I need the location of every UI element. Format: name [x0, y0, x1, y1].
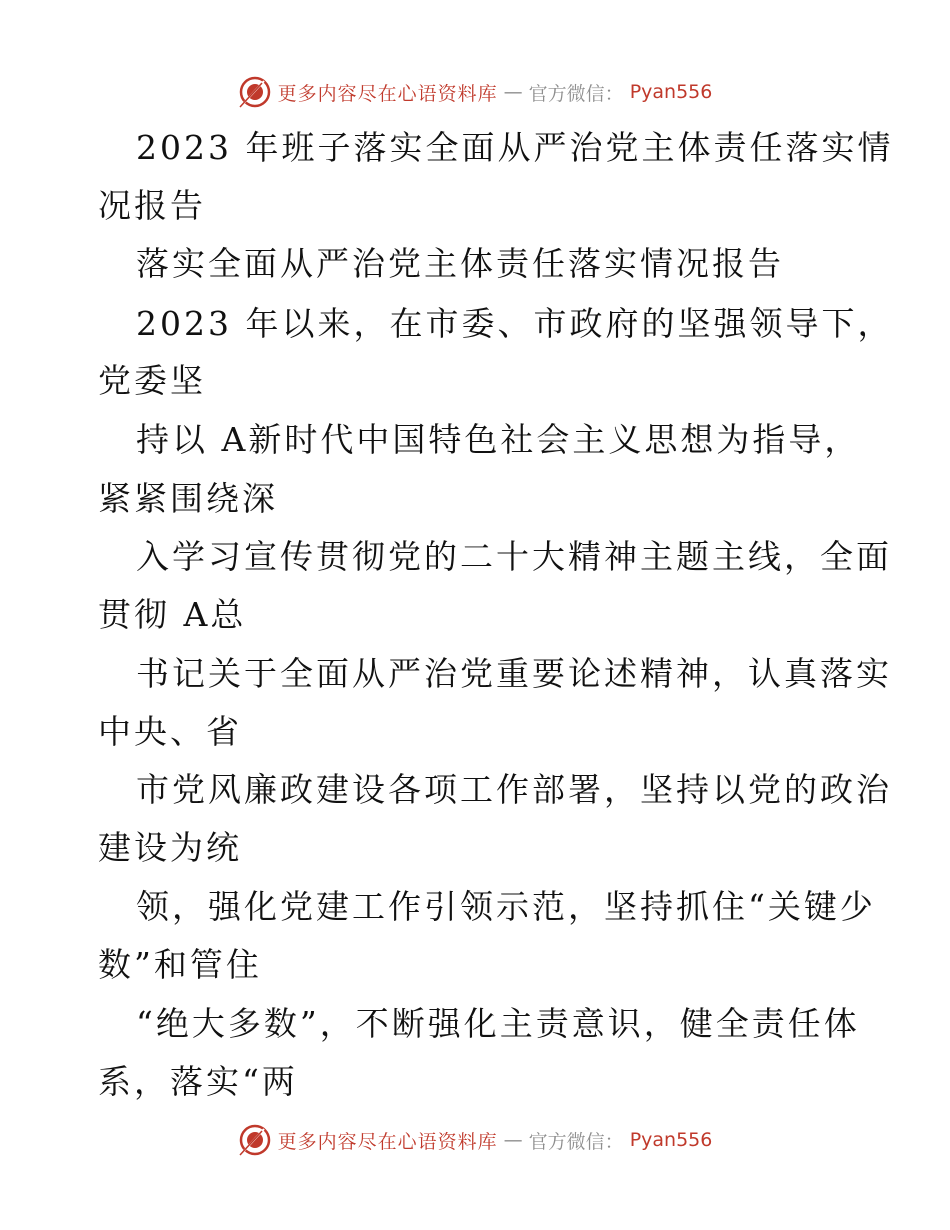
- body-line: 数”和管住: [98, 945, 262, 984]
- body-line: 中央、省: [98, 712, 242, 751]
- banner-separator: —: [503, 81, 523, 103]
- body-line: 贯彻 A总: [98, 595, 247, 634]
- body-line: 况报告: [98, 186, 206, 225]
- body-line: 市党风廉政建设各项工作部署，坚持以党的政治: [136, 770, 892, 809]
- banner-wechat-id: Pyan556: [629, 81, 713, 103]
- banner-title: 更多内容尽在心语资料库: [277, 82, 498, 105]
- body-line: 党委坚: [98, 361, 206, 400]
- banner-title: 更多内容尽在心语资料库: [277, 1130, 498, 1153]
- body-line: 书记关于全面从严治党重要论述精神，认真落实: [136, 654, 892, 693]
- banner-wechat-label: 官方微信：: [528, 82, 624, 105]
- body-line: 系，落实“两: [98, 1062, 298, 1101]
- body-line: 持以 A新时代中国特色社会主义思想为指导，: [136, 420, 861, 459]
- body-line: 紧紧围绕深: [98, 479, 278, 518]
- body-line: 入学习宣传贯彻党的二十大精神主题主线，全面: [136, 537, 892, 576]
- body-line: 落实全面从严治党主体责任落实情况报告: [136, 244, 784, 283]
- footer-banner: [0, 1120, 950, 1160]
- body-line: 领，强化党建工作引领示范，坚持抓住“关键少: [136, 887, 876, 926]
- header-banner: [0, 72, 950, 112]
- quill-seal-icon: [238, 1123, 272, 1157]
- body-line: 建设为统: [98, 828, 242, 867]
- body-line: “绝大多数”，不断强化主责意识，健全责任体: [136, 1004, 860, 1043]
- body-line: 2023 年以来，在市委、市政府的坚强领导下，: [136, 304, 894, 343]
- body-line: 2023 年班子落实全面从严治党主体责任落实情: [136, 128, 894, 167]
- banner-wechat-label: 官方微信：: [528, 1130, 624, 1153]
- quill-seal-icon: [238, 75, 272, 109]
- banner-wechat-id: Pyan556: [629, 1129, 713, 1151]
- banner-separator: —: [503, 1129, 523, 1151]
